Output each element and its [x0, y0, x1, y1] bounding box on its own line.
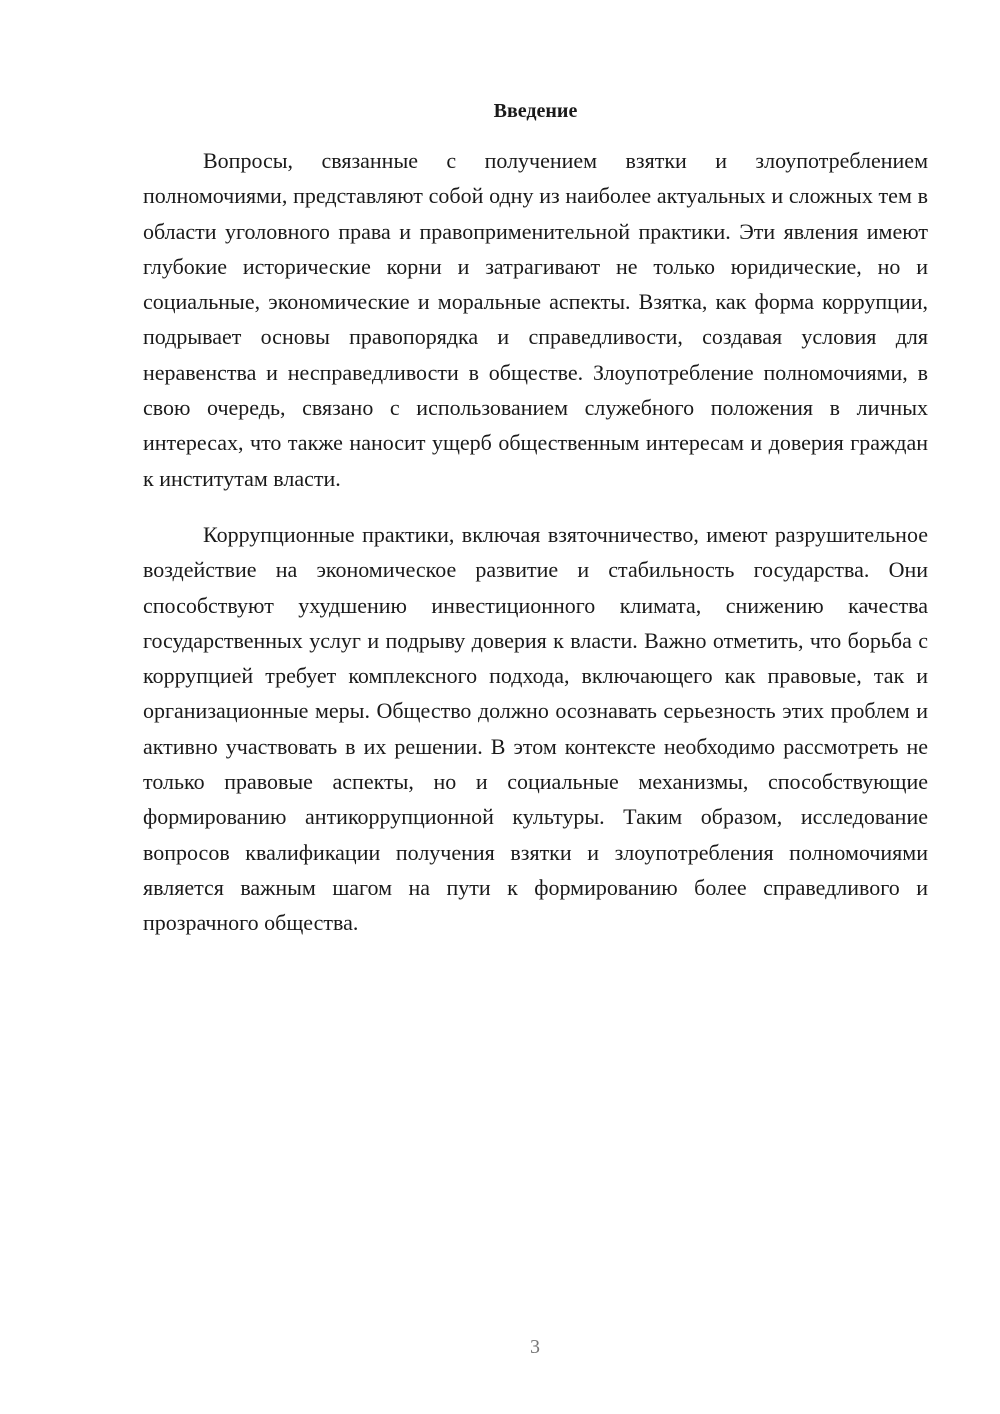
paragraph-2: Коррупционные практики, включая взяточничество, имеют разрушительное воздействие на экономическое развитие и стабильность государства. Они способствуют ухудшению инвестиционного климата, снижению качества государственных услуг и подрыву доверия к власти. Важно отметить, что борьба с коррупцией требует комплексного подхода, включающего как правовые, так и организационные меры. Общество должно осознавать серьезность этих проблем и активно участвовать в их решении. В этом контексте необходимо рассмотреть не только правовые аспекты, но и социальные механизмы, способствующие формированию антикоррупционной культуры. Таким образом, исследование вопросов квалификации получения взятки и злоупотребления полномочиями является важным шагом на пути к формированию более справедливого и прозрачного общества.	[143, 521, 928, 936]
page-number: 3	[530, 1336, 540, 1358]
body-text	[143, 143, 928, 941]
section-title: Введение	[493, 100, 578, 122]
paragraph-1: Вопросы, связанные с получением взятки и злоупотреблением полномочиями, представляют собой одну из наиболее актуальных и сложных тем в области уголовного права и правоприменительной практики. Эти явления имеют глубокие исторические корни и затрагивают не только юридические, но и социальные, экономические и моральные аспекты. Взятка, как форма коррупции, подрывает основы правопорядка и справедливости, создавая условия для неравенства и несправедливости в обществе. Злоупотребление полномочиями, в свою очередь, связано с использованием служебного положения в личных интересах, что также наносит ущерб общественным интересам и доверия граждан к институтам власти.	[143, 148, 928, 491]
